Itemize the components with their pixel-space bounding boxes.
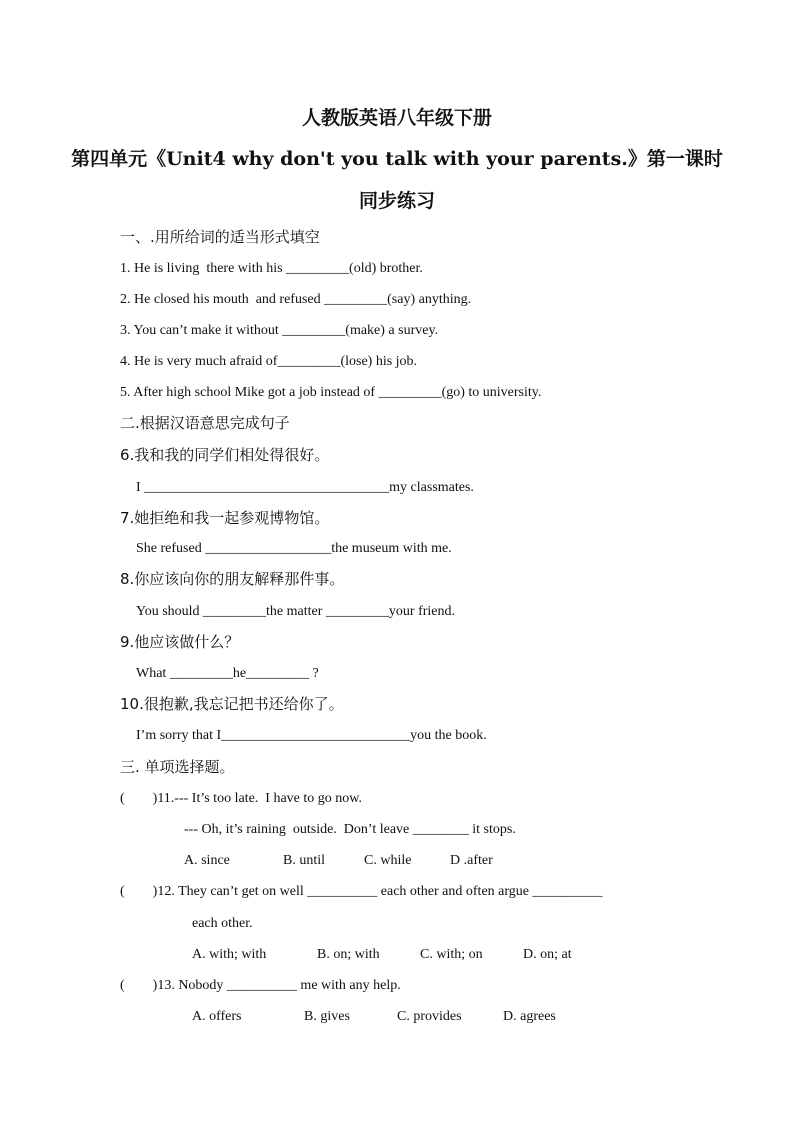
section-2-heading: 二.根据汉语意思完成句子 bbox=[120, 414, 290, 432]
question-10-answer: I’m sorry that I___________________________you the book. bbox=[136, 728, 487, 743]
section-1-heading: 一、.用所给词的适当形式填空 bbox=[120, 228, 320, 246]
question-12-option-c: C. with; on bbox=[420, 947, 483, 962]
question-13-option-c: C. provides bbox=[397, 1009, 462, 1024]
question-8-prompt: 8.你应该向你的朋友解释那件事。 bbox=[120, 570, 345, 588]
question-2: 2. He closed his mouth and refused _________(say) anything. bbox=[120, 292, 472, 307]
question-11-stem: ( )11.--- It’s too late. I have to go now. bbox=[120, 791, 362, 806]
question-11-dialogue: --- Oh, it’s raining outside. Don’t leave ________ it stops. bbox=[184, 822, 516, 837]
page-subtitle-2: 同步练习 bbox=[358, 190, 435, 212]
question-12-option-d: D. on; at bbox=[523, 947, 572, 962]
question-13-stem: ( )13. Nobody __________ me with any help. bbox=[120, 978, 401, 993]
question-8-answer: You should _________the matter _________your friend. bbox=[136, 604, 455, 619]
question-4: 4. He is very much afraid of_________(lose) his job. bbox=[120, 354, 418, 369]
question-12-option-a: A. with; with bbox=[192, 947, 267, 962]
question-11-option-d: D .after bbox=[450, 853, 493, 868]
question-6-prompt: 6.我和我的同学们相处得很好。 bbox=[120, 446, 330, 464]
question-12-stem-cont: each other. bbox=[192, 916, 253, 931]
page-subtitle: 第四单元《Unit4 why don't you talk with your parents.》第一课时 bbox=[71, 148, 723, 170]
question-13-option-a: A. offers bbox=[192, 1009, 242, 1024]
question-7-answer: She refused __________________the museum with me. bbox=[136, 541, 452, 556]
question-12-stem: ( )12. They can’t get on well __________ each other and often argue __________ bbox=[120, 884, 603, 899]
question-3: 3. You can’t make it without _________(make) a survey. bbox=[120, 323, 439, 338]
question-1: 1. He is living there with his _________(old) brother. bbox=[120, 261, 423, 276]
question-5: 5. After high school Mike got a job instead of _________(go) to university. bbox=[120, 385, 542, 400]
question-9-prompt: 9.他应该做什么？ bbox=[120, 633, 240, 651]
question-12-option-b: B. on; with bbox=[317, 947, 380, 962]
question-13-option-b: B. gives bbox=[304, 1009, 350, 1024]
question-11-option-b: B. until bbox=[283, 853, 326, 868]
question-7-prompt: 7.她拒绝和我一起参观博物馆。 bbox=[120, 509, 330, 527]
question-9-answer: What _________he_________ ? bbox=[136, 666, 319, 681]
question-6-answer: I ___________________________________my classmates. bbox=[136, 480, 474, 495]
question-11-option-c: C. while bbox=[364, 853, 412, 868]
question-10-prompt: 10.很抱歉,我忘记把书还给你了。 bbox=[120, 695, 344, 713]
question-11-option-a: A. since bbox=[184, 853, 230, 868]
section-3-heading: 三. 单项选择题。 bbox=[120, 758, 235, 776]
question-13-option-d: D. agrees bbox=[503, 1009, 556, 1024]
page-title: 人教版英语八年级下册 bbox=[301, 107, 492, 129]
